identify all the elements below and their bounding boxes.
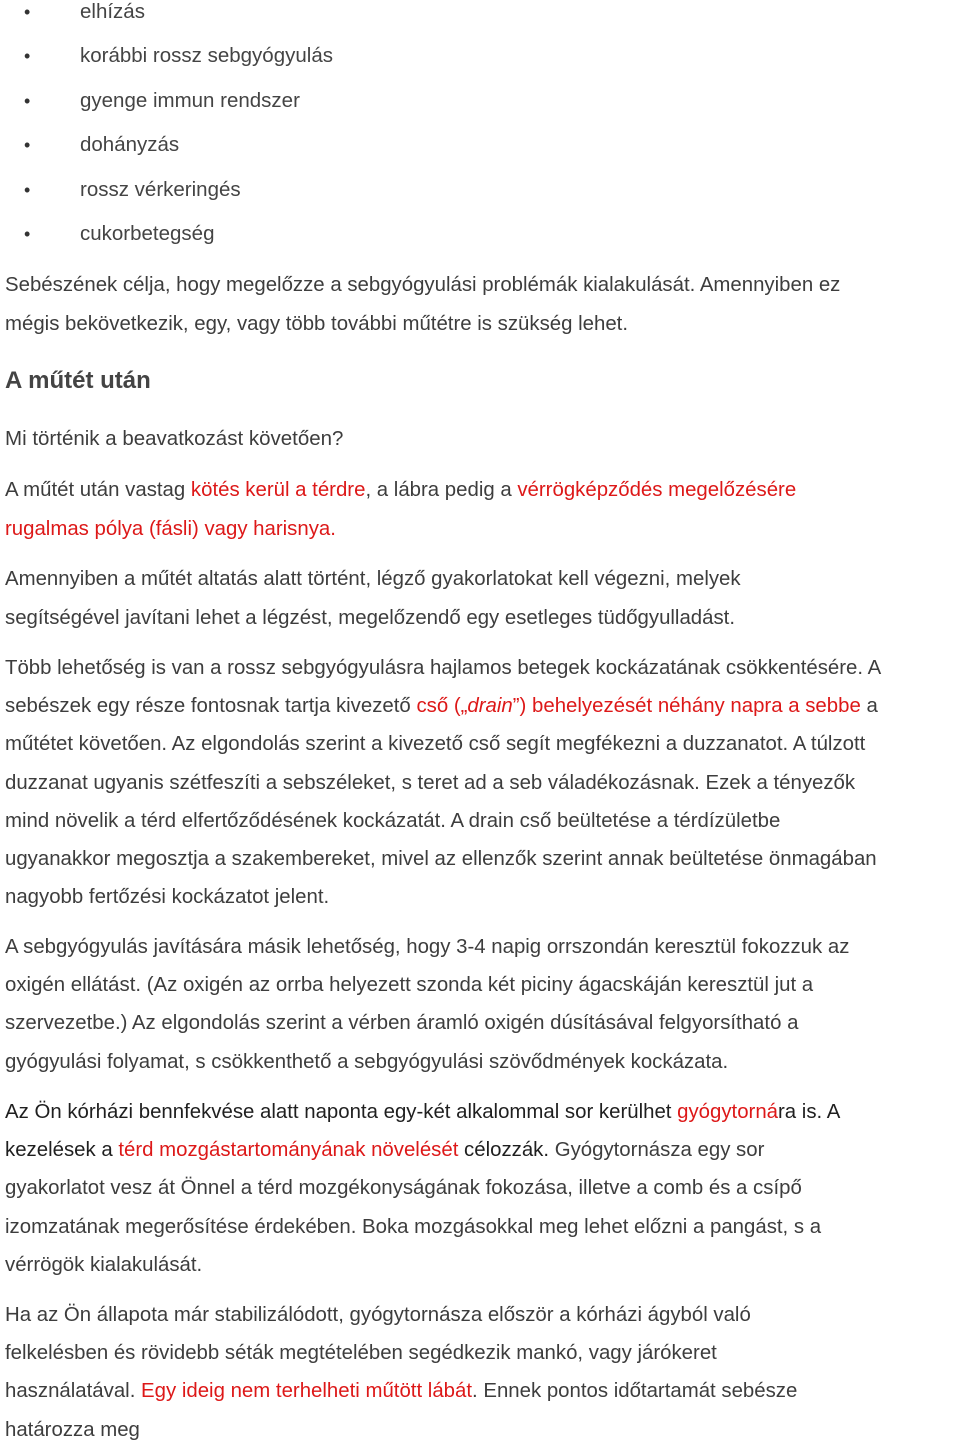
list-item: • rossz vérkeringés: [24, 177, 241, 201]
bullet-icon: •: [24, 135, 31, 156]
highlight-text: kötés kerül a térdre: [190, 479, 366, 501]
list-item: • gyenge immun rendszer: [24, 88, 300, 112]
paragraph-physiotherapy: Az Ön kórházi bennfekvése alatt naponta egy-két alkalommal sor kerülhet gyógytornára is. A kezelések a térd mozgástartományának növelését célozzák. Gyógytornásza egy sor gyakorlatot vesz át Önnel a térd mozgékonyságának fokozása, illetve a comb és a csípő izomzatának megerősítése érdekében. Boka mozgásokkal meg lehet előzni a pangást, s a vérrögök kialakulását.: [5, 1101, 841, 1276]
bullet-icon: •: [24, 223, 31, 244]
highlight-text: cső („: [416, 695, 468, 718]
paragraph-drain: Több lehetőség is van a rossz sebgyógyulásra hajlamos betegek kockázatának csökkentésére. A sebészek egy része fontosnak tartja kivezető cső („drain”) behelyezését néhány napra a sebbe a műtétet követően. Az elgondolás szerint a kivezető cső segít megfékezni a duzzanatot. A túlzott duzzanat ugyanis szétfeszíti a sebszéleket, s teret ad a seb váladékozásnak. Ezek a tényezők mind növelik a térd elfertőződésének kockázatát. A drain cső beültetése a térdízületbe ugyanakkor megosztja a szakembereket, mivel az ellenzők szerint annak beültetése önmagában nagyobb fertőzési kockázatot jelent.: [5, 657, 882, 909]
risk-factor-list: [0, 0, 960, 266]
paragraph-breathing: Amennyiben a műtét altatás alatt történt, légző gyakorlatokat kell végezni, melyek segítségével javítani lehet a légzést, megelőzendő egy esetleges tüdőgyulladást.: [5, 568, 741, 629]
paragraph-bandage: A műtét után vastag kötés kerül a térdre, a lábra pedig a vérrögképződés megelőzésére rugalmas pólya (fásli) vagy harisnya.: [5, 471, 960, 548]
highlight-text: rugalmas pólya (fásli) vagy harisnya.: [5, 517, 336, 540]
section-subheading: Mi történik a beavatkozást követően?: [5, 427, 344, 450]
bullet-icon: •: [24, 179, 31, 200]
highlight-text: Egy ideig nem terhelheti műtött lábát: [141, 1380, 473, 1403]
bullet-icon: •: [24, 90, 31, 111]
highlight-text: drain: [467, 695, 513, 718]
bullet-icon: •: [24, 46, 31, 67]
paragraph-oxygen: A sebgyógyulás javítására másik lehetőség, hogy 3-4 napig orrszondán keresztül fokozzuk az oxigén ellátást. (Az oxigén az orrba helyezett szonda két piciny ágacskáján keresztül jut a szervezetbe.) Az elgondolás szerint a vérben áramló oxigén dúsításával felgyorsítható a gyógyulási folyamat, s csökkenthető a sebgyógyulási szövődmények kockázata.: [5, 936, 850, 1073]
paragraph-surgeon-goal: Sebészének célja, hogy megelőzze a sebgyógyulási problémák kialakulását. Amennyiben ez mégis bekövetkezik, egy, vagy több további műtétre is szükség lehet.: [5, 274, 841, 335]
bullet-icon: •: [24, 2, 31, 22]
list-item: • dohányzás: [24, 133, 180, 157]
highlight-text: vérrögképződés megelőzésére: [517, 479, 797, 501]
list-item: • elhízás: [24, 0, 145, 23]
list-item: • cukorbetegség: [24, 221, 215, 245]
section-heading: A műtét után: [5, 367, 151, 394]
highlight-text: térd mozgástartományának növelését: [118, 1139, 459, 1162]
paragraph-mobilization: Ha az Ön állapota már stabilizálódott, gyógytornásza először a kórházi ágyból való felkelésben és rövidebb séták megtételében segédkezik mankó, vagy járókeret használatával. Egy ideig nem terhelheti műtött lábát. Ennek pontos időtartamát sebésze határozza meg: [5, 1304, 798, 1441]
highlight-text: gyógytorná: [677, 1101, 779, 1123]
highlight-text: ”) behelyezését néhány napra a sebbe: [512, 695, 861, 718]
list-item: • korábbi rossz sebgyógyulás: [24, 44, 333, 68]
